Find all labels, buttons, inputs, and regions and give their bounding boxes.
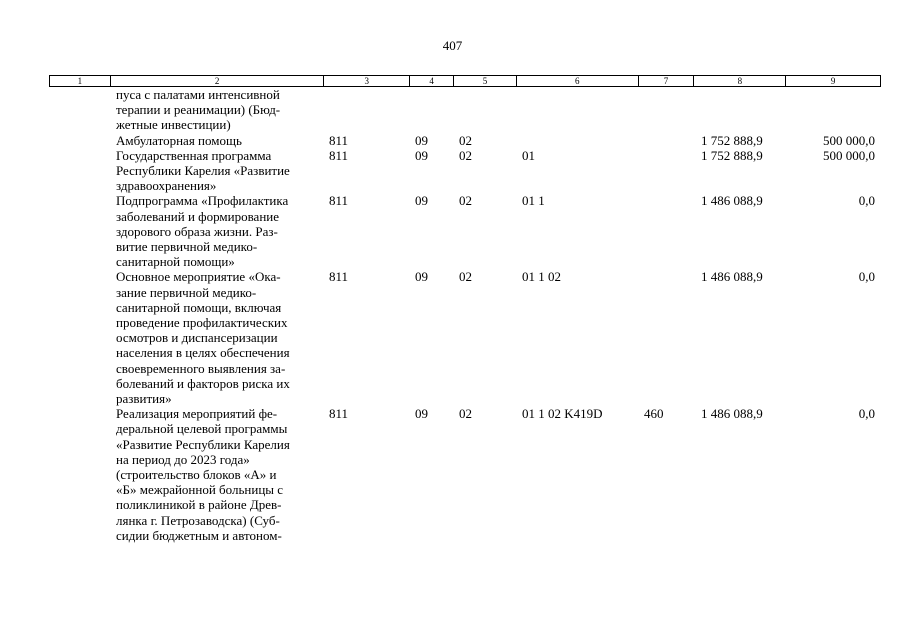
row-cell-c9: 0,0 [858,193,875,209]
row-cell-col1 [49,406,110,543]
row-cell-c5: 02 [459,132,472,148]
row-cell-c4: 09 [415,132,428,148]
column-header-9: 9 [830,76,836,86]
row-cell-c4 [410,87,454,133]
row-cell-c5: 02 [459,269,472,285]
row-cell-c9: 0,0 [858,406,875,422]
row-cell-c5: 02 [459,406,472,422]
table-row [49,148,881,194]
row-cell-c5 [454,87,517,133]
row-cell-c4: 09 [415,193,428,209]
row-cell-c3: 811 [329,132,349,148]
row-name: Государственная программа Республики Карелия «Развитие здравоохранения» [116,147,290,194]
column-header-7: 7 [639,76,695,86]
row-cell-c6 [517,133,639,148]
row-cell-c5: 02 [459,147,472,163]
table-body [49,87,881,543]
column-header-3: 3 [324,76,410,86]
row-cell-c8: 1 752 888,9 [701,132,763,148]
row-cell-c6: 01 1 [522,193,545,209]
table-row [49,269,881,406]
row-cell-c9 [787,87,881,133]
column-header-4: 4 [410,76,454,86]
row-name: Амбулаторная помощь [116,132,242,148]
column-header-5: 5 [454,76,517,86]
column-header-2: 2 [111,76,324,86]
row-cell-c9: 0,0 [858,269,875,285]
column-header-8: 8 [694,76,786,86]
table-header-row [49,75,881,87]
row-cell-col1 [49,193,110,269]
row-cell-c7 [639,148,695,194]
row-cell-c8: 1 486 088,9 [701,269,763,285]
row-cell-c4: 09 [415,406,428,422]
table-row [49,87,881,133]
table-row [49,193,881,269]
row-cell-c6: 01 [522,147,535,163]
column-header-1: 1 [50,76,111,86]
row-cell-c7 [639,269,695,406]
row-name: Основное мероприятие «Ока- зание первичной медико- санитарной помощи, включая проведение профилактических осмотров и диспансеризации населения в целях обеспечения своевременного выявления за- болеваний и факторов риска их развития» [116,269,290,407]
row-name: пуса с палатами интенсивной терапии и реанимации) (Бюд- жетные инвестиции) [116,87,281,133]
page-number: 407 [442,38,463,53]
row-cell-c7 [639,87,695,133]
row-cell-col1 [49,148,110,194]
row-cell-c4: 09 [415,269,428,285]
row-cell-c9: 500 000,0 [823,147,875,163]
row-cell-col1 [49,87,110,133]
row-cell-c6: 01 1 02 K419D [522,406,603,422]
row-cell-c6: 01 1 02 [522,269,561,285]
row-cell-c8: 1 486 088,9 [701,406,763,422]
row-cell-c7: 460 [644,406,664,422]
row-cell-c8: 1 486 088,9 [701,193,763,209]
row-cell-c9: 500 000,0 [823,132,875,148]
row-cell-c3: 811 [329,406,349,422]
table-row [49,406,881,543]
row-name: Подпрограмма «Профилактика заболеваний и формирование здорового образа жизни. Раз- витие первичной медико- санитарной помощи» [116,193,289,270]
row-cell-c5: 02 [459,193,472,209]
row-cell-c8 [695,87,787,133]
row-cell-c3 [324,87,410,133]
row-cell-c3: 811 [329,193,349,209]
row-cell-col1 [49,133,110,148]
row-cell-c7 [639,133,695,148]
row-cell-c6 [517,87,639,133]
row-cell-c8: 1 752 888,9 [701,147,763,163]
table-row [49,133,881,148]
row-cell-c7 [639,193,695,269]
row-cell-col1 [49,269,110,406]
column-header-6: 6 [517,76,639,86]
budget-table [49,75,881,543]
row-name: Реализация мероприятий фе- деральной целевой программы «Развитие Республики Карелия на период до 2023 года» (строительство блоков «А» и «Б» межрайонной больницы с поликлиникой в районе Древ- лянка г. Петрозаводска) (Суб- сидии бюджетным и автоном- [116,406,290,543]
row-cell-c3: 811 [329,147,349,163]
row-cell-c4: 09 [415,147,428,163]
row-cell-c3: 811 [329,269,349,285]
